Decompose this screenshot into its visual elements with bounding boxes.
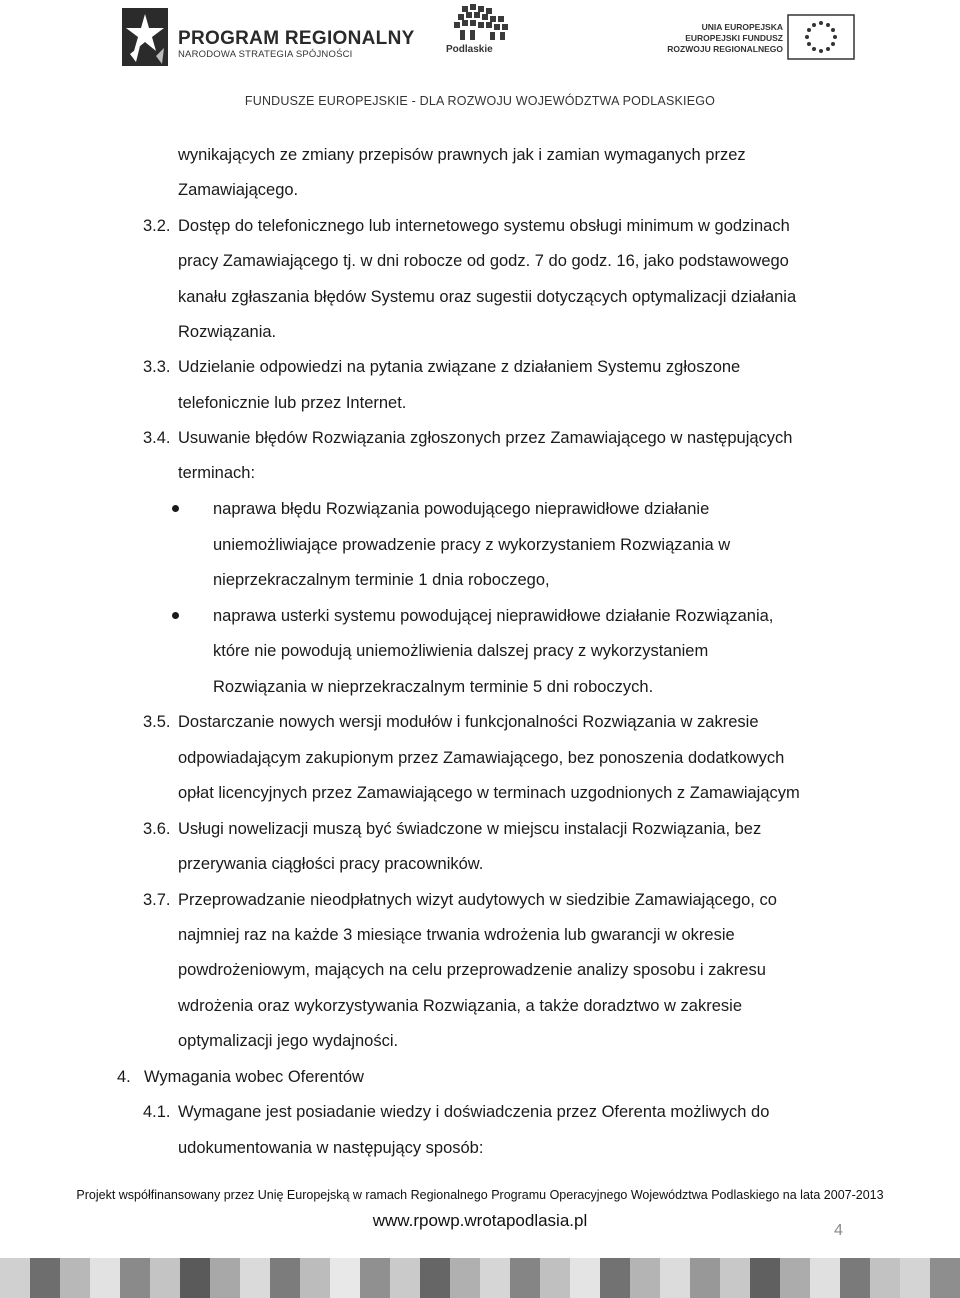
section-number: 3.5. — [143, 713, 171, 731]
eu-line-3: ROZWOJU REGIONALNEGO — [667, 44, 783, 54]
eu-line-2: EUROPEJSKI FUNDUSZ — [685, 33, 783, 43]
footer-url: www.rpowp.wrotapodlasia.pl — [372, 1211, 588, 1230]
funds-tagline: FUNDUSZE EUROPEJSKIE - DLA ROZWOJU WOJEWÓDZTWA PODLASKIEGO — [244, 94, 716, 108]
text-line: powdrożeniowym, mających na celu przeprowadzenie analizy sposobu i zakresu — [178, 961, 766, 979]
bullet-icon — [172, 612, 179, 619]
eu-line-1: UNIA EUROPEJSKA — [701, 22, 783, 32]
text-line: naprawa usterki systemu powodującej nieprawidłowe działanie Rozwiązania, — [213, 607, 774, 625]
text-line: odpowiadającym zakupionym przez Zamawiającego, bez ponoszenia dodatkowych — [178, 749, 785, 767]
section-heading: Wymagania wobec Oferentów — [144, 1068, 364, 1086]
text-line: opłat licencyjnych przez Zamawiającego w terminach uzgodnionych z Zamawiającym — [178, 784, 800, 802]
text-line: Przeprowadzanie nieodpłatnych wizyt audytowych w siedzibie Zamawiającego, co — [178, 891, 777, 909]
text-line: Wymagane jest posiadanie wiedzy i doświadczenia przez Oferenta możliwych do — [178, 1103, 770, 1121]
text-line: Dostarczanie nowych wersji modułów i funkcjonalności Rozwiązania w zakresie — [178, 713, 759, 731]
section-number: 3.4. — [143, 429, 171, 447]
text-line: kanału zgłaszania błędów Systemu oraz sugestii dotyczących optymalizacji działania — [178, 288, 797, 306]
text-line: udokumentowania w następujący sposób: — [178, 1139, 484, 1157]
text-line: wdrożenia oraz wykorzystywania Rozwiązania, a także doradztwo w zakresie — [178, 997, 742, 1015]
text-line: Dostęp do telefonicznego lub internetowego systemu obsługi minimum w godzinach — [178, 217, 790, 235]
text-line: pracy Zamawiającego tj. w dni robocze od godz. 7 do godz. 16, jako podstawowego — [178, 252, 789, 270]
text-line: terminach: — [178, 464, 256, 482]
bullet-icon — [172, 505, 179, 512]
text-line: uniemożliwiające prowadzenie pracy z wykorzystaniem Rozwiązania w — [213, 536, 731, 554]
text-line: telefonicznie lub przez Internet. — [178, 394, 407, 412]
text-line: które nie powodują uniemożliwienia dalszej pracy z wykorzystaniem — [213, 642, 709, 660]
text-line: Usługi nowelizacji muszą być świadczone w miejscu instalacji Rozwiązania, bez — [178, 820, 762, 838]
text-line: Rozwiązania w nieprzekraczalnym terminie 5 dni roboczych. — [213, 678, 654, 696]
section-number: 3.2. — [143, 217, 171, 235]
section-number: 3.6. — [143, 820, 171, 838]
text-line: wynikających ze zmiany przepisów prawnych jak i zamian wymaganych przez — [178, 146, 746, 164]
text-line: Udzielanie odpowiedzi na pytania związane z działaniem Systemu zgłoszone — [178, 358, 741, 376]
decorative-strip — [0, 1258, 960, 1298]
page-number: 4 — [834, 1222, 843, 1239]
section-number: 4. — [117, 1068, 131, 1086]
program-subtitle: NARODOWA STRATEGIA SPÓJNOŚCI — [178, 49, 353, 60]
text-line: Rozwiązania. — [178, 323, 277, 341]
cofinance-note: Projekt współfinansowany przez Unię Europejską w ramach Regionalnego Programu Operacyjnego Województwa Podlaskiego na lata 2007-2013 — [76, 1188, 884, 1202]
text-line: naprawa błędu Rozwiązania powodującego nieprawidłowe działanie — [213, 500, 710, 518]
podlaskie-label: Podlaskie — [446, 44, 493, 55]
text-line: przerywania ciągłości pracy pracowników. — [178, 855, 484, 873]
section-number: 4.1. — [143, 1103, 171, 1121]
program-title: PROGRAM REGIONALNY — [178, 28, 415, 49]
text-line: najmniej raz na każde 3 miesiące trwania wdrożenia lub gwarancji w okresie — [178, 926, 735, 944]
text-line: optymalizacji jego wydajności. — [178, 1032, 399, 1050]
section-number: 3.3. — [143, 358, 171, 376]
text-line: nieprzekraczalnym terminie 1 dnia roboczego, — [213, 571, 550, 589]
section-number: 3.7. — [143, 891, 171, 909]
text-line: Usuwanie błędów Rozwiązania zgłoszonych przez Zamawiającego w następujących — [178, 429, 793, 447]
text-line: Zamawiającego. — [178, 181, 299, 199]
